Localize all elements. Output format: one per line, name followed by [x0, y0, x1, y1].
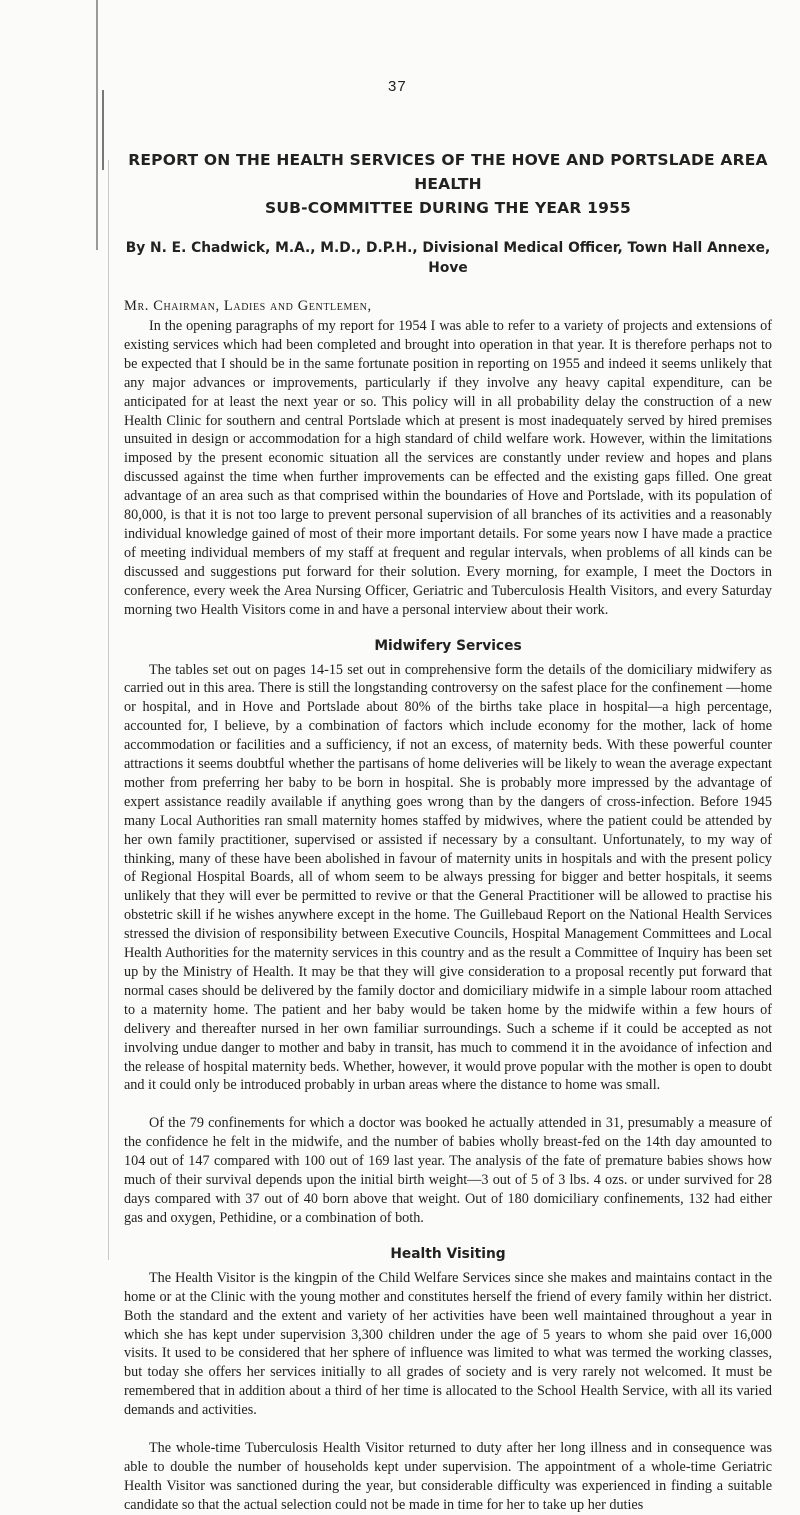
report-title: [124, 148, 772, 220]
page-binding-edge: [0, 0, 118, 1405]
report-title-line-2: SUB-COMMITTEE DURING THE YEAR 1955: [264, 199, 632, 217]
midwifery-paragraph-2: Of the 79 confinements for which a doctor was booked he actually attended in 31, presumably a measure of the confidence he felt in the midwife, and the number of babies wholly breast-fed on the 14th day amounted to 104 out of 147 compared with 100 out of 169 last year. The analysis of the fate of premature babies shows how much of their survival depends upon the initial birth weight—3 out of 5 of 3 lbs. 4 ozs. or under survived for 28 days compared with 37 out of 40 born above that weight. Out of 180 domiciliary confinements, 132 had either gas and oxygen, Pethidine, or a combination of both.: [124, 1115, 772, 1226]
document-body: [124, 148, 772, 1515]
health-visiting-paragraph-2: The whole-time Tuberculosis Health Visitor returned to duty after her long illness and in consequence was able to double the number of households kept under supervision. The appointment of a whole-time Geriatric Health Visitor was sanctioned during the year, but considerable difficulty was experienced in finding a suitable candidate so that the actual selection could not be made in time for her to take up her duties: [124, 1440, 772, 1513]
report-title-line-1: REPORT ON THE HEALTH SERVICES OF THE HOVE AND PORTSLADE AREA HEALTH: [128, 151, 768, 193]
page-number: 37: [388, 78, 407, 95]
author-byline: By N. E. Chadwick, M.A., M.D., D.P.H., Divisional Medical Officer, Town Hall Annexe, Hove: [125, 240, 771, 276]
health-visiting-paragraph-1: The Health Visitor is the kingpin of the Child Welfare Services since she makes and maintains contact in the home or at the Clinic with the young mother and constitutes herself the friend of every family within her district. Both the standard and the extent and variety of her activities have been well maintained throughout a year in which she has kept under supervision 3,300 children under the age of 5 years to whom she paid over 16,000 visits. It used to be considered that her sphere of influence was limited to what was termed the working classes, but today she offers her services initially to all grades of society and is very rarely not welcomed. It must be remembered that in addition about a third of her time is allocated to the School Health Service, with all its varied demands and activities.: [124, 1269, 772, 1419]
midwifery-heading: Midwifery Services: [374, 637, 522, 654]
intro-paragraph: In the opening paragraphs of my report for 1954 I was able to refer to a variety of projects and extensions of existing services which had been completed and brought into operation in that year. It is therefore perhaps not to be expected that I should be in the same fortunate position in reporting on 1955 and indeed it seems unlikely that any major advances or improvements, particularly if they involve any heavy capital expenditure, can be anticipated for at least the next year or so. This policy will in all probability delay the construction of a new Health Clinic for southern and central Portslade which at present is most inadequately served by hired premises unsuited in design or accommodation for a high standard of child welfare work. However, within the limitations imposed by the present economic situation all the services are constantly under review and hopes and plans discussed against the time when further improvements can be effected and the existing gaps filled. One great advantage of an area such as that comprised within the boundaries of Hove and Portslade, with its population of 80,000, is that it is not too large to prevent personal supervision of all branches of its activities and a reasonably individual knowledge gained of most of their more important details. For some years now I have made a practice of meeting individual members of my staff at frequent and regular intervals, when problems of all kinds can be discussed and suggestions put forward for their solution. Every morning, for example, I meet the Doctors in conference, every week the Area Nursing Officer, Geriatric and Tuberculosis Health Visitors, and every Saturday morning two Health Visitors come in and have a personal interview about their work.: [124, 318, 772, 618]
midwifery-paragraph-1: The tables set out on pages 14-15 set out in comprehensive form the details of the domiciliary midwifery as carried out in this area. There is still the longstanding controversy on the safest place for the confinement —home or hospital, and in Hove and Portslade about 80% of the births take place in hospital—a high percentage, accounted for, I believe, by a combination of factors which include economy for the mother, lack of home accommodation or facilities and a sufficiency, if not an excess, of maternity beds. With these powerful counter attractions it seems doubtful whether the partisans of home deliveries will be likely to wean the average expectant mother from preferring her baby to be born in hospital. She is probably more impressed by the advantage of expert assistance readily available if anything goes wrong than by the dangers of cross-infection. Before 1945 many Local Authorities ran small maternity homes staffed by midwives, where the patient could be attended by her own family practitioner, supervised or assisted if necessary by a consultant. Unfortunately, to my way of thinking, many of these have been abolished in favour of maternity units in hospitals and with the present policy of Regional Hospital Boards, all of whom seem to be always pressing for bigger and better hospitals, it seems unlikely that they will ever be permitted to revive or that the General Practitioner will be allowed to practise his obstetric skill if he wishes anywhere except in the home. The Guillebaud Report on the National Health Services stressed the division of responsibility between Executive Councils, Hospital Management Committees and Local Health Authorities for the maternity services in this country and as the result a Committee of Inquiry has been set up by the Ministry of Health. It may be that they will give consideration to a proposal recently put forward that normal cases should be delivered by the family doctor and domiciliary midwife in a simple labour room attached to a maternity home. The patient and her baby would be taken home by the midwife within a few hours of delivery and thereafter nursed in her own familiar surroundings. Such a scheme if it could be accepted as not involving undue danger to mother and baby in transit, has much to commend it in the avoidance of infection and the release of hospital maternity beds. Whether, however, it would prove popular with the mother is open to doubt and it could only be introduced probably in urban areas where the distance to home was small.: [124, 661, 772, 1094]
salutation: Mr. Chairman, Ladies and Gentlemen,: [124, 298, 372, 314]
health-visiting-heading: Health Visiting: [390, 1245, 506, 1262]
